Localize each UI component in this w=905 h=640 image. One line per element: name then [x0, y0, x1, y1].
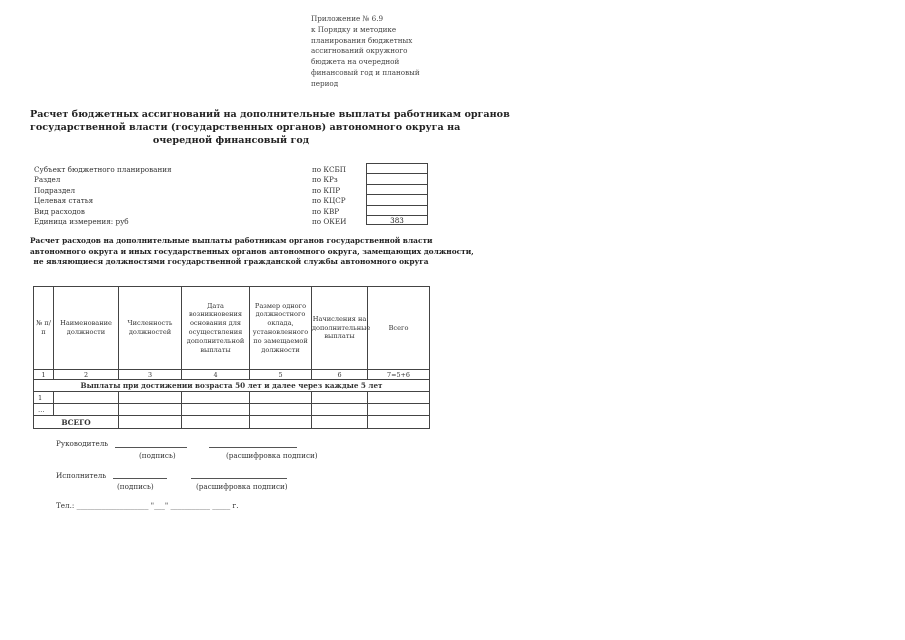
executor-signature-line[interactable] [113, 478, 167, 479]
signature-caption: (подпись) [139, 451, 176, 460]
title-line: очередной финансовый год [152, 135, 310, 146]
table-row [34, 404, 430, 416]
table-cell[interactable] [182, 416, 250, 429]
appendix-line: финансовый год и плановый [311, 67, 420, 77]
head-decode-line[interactable] [209, 447, 297, 448]
code-kcsr-box[interactable] [366, 194, 428, 204]
table-cell[interactable] [182, 392, 250, 404]
column-number: 1 [34, 370, 54, 380]
table-cell[interactable] [368, 392, 430, 404]
header-cell: Всего [368, 287, 430, 370]
table-cell[interactable] [119, 416, 182, 429]
code-ksbp-box[interactable] [366, 163, 428, 173]
table-header-row [34, 287, 430, 370]
code-label: по КПР [312, 185, 341, 195]
appendix-line: Приложение № 6.9 [311, 14, 384, 23]
table-row [34, 392, 430, 404]
page-title [30, 108, 510, 147]
row-number: 1 [34, 392, 54, 404]
field-label: Субъект бюджетного планирования [34, 165, 172, 174]
code-kpr-box[interactable] [366, 184, 428, 194]
head-signature-line[interactable] [115, 447, 187, 448]
executor-label: Исполнитель [56, 471, 107, 480]
code-label: по ОКЕИ [312, 217, 347, 227]
code-krz-box[interactable] [366, 173, 428, 183]
table-cell[interactable] [250, 392, 312, 404]
table-cell[interactable] [312, 392, 368, 404]
table-cell[interactable] [312, 404, 368, 416]
decode-caption: (расшифровка подписи) [196, 482, 288, 491]
code-okei-box[interactable]: 383 [366, 215, 428, 225]
table-cell[interactable] [368, 416, 430, 429]
appendix-line: планирования бюджетных [311, 35, 413, 45]
column-number: 6 [312, 370, 368, 380]
table-cell[interactable] [119, 404, 182, 416]
calculation-table [33, 286, 430, 429]
column-number: 5 [250, 370, 312, 380]
decode-caption: (расшифровка подписи) [226, 451, 318, 460]
column-number: 4 [182, 370, 250, 380]
subtitle-line: не являющиеся должностями государственной гражданской службы автономного округа [33, 257, 429, 267]
column-number: 3 [119, 370, 182, 380]
subtitle-line: Расчет расходов на дополнительные выплаты работникам органов государственной власти [30, 236, 433, 245]
header-cell: № п/п [34, 287, 54, 370]
table-cell[interactable] [250, 416, 312, 429]
field-label: Раздел [34, 175, 61, 185]
appendix-line: бюджета на очередной [311, 57, 400, 67]
header-cell: Начисления на дополнительные выплаты [312, 287, 368, 370]
table-cell[interactable] [250, 404, 312, 416]
title-line: государственной власти (государственных органов) автономного округа на [30, 122, 461, 133]
field-label: Вид расходов [34, 206, 85, 216]
header-cell: Наименование должности [54, 287, 119, 370]
appendix-line: ассигнований окружного [311, 46, 408, 56]
appendix-line: период [311, 78, 339, 88]
title-line: Расчет бюджетных ассигнований на дополнительные выплаты работникам органов [30, 109, 510, 120]
header-cell: Численность должностей [119, 287, 182, 370]
table-cell[interactable] [119, 392, 182, 404]
row-number: … [34, 404, 54, 416]
appendix-line: к Порядку и методике [311, 24, 397, 34]
phone-date-line[interactable]: Тел.: ____________________ "___" ___________ _____ г. [56, 501, 239, 510]
column-number: 7=5+6 [368, 370, 430, 380]
code-label: по КЦСР [312, 196, 346, 206]
table-cell[interactable] [54, 404, 119, 416]
table-cell[interactable] [368, 404, 430, 416]
table-cell[interactable] [182, 404, 250, 416]
code-kvr-box[interactable] [366, 205, 428, 215]
appendix-note [311, 14, 431, 90]
section-row [34, 380, 430, 392]
header-cell: Дата возникновения основания для осуществления дополнительной выплаты [182, 287, 250, 370]
code-label: по КРз [312, 175, 338, 185]
executor-decode-line[interactable] [191, 478, 287, 479]
head-label: Руководитель [56, 439, 109, 448]
field-labels [34, 165, 172, 227]
total-label: ВСЕГО [34, 416, 119, 429]
column-number-row [34, 370, 430, 380]
code-label: по КСБП [312, 165, 347, 174]
subtitle-line: автономного округа и иных государственных органов автономного округа, замещающих должности, [30, 246, 474, 256]
field-label: Подраздел [34, 185, 76, 195]
code-boxes [366, 163, 428, 225]
table-cell[interactable] [312, 416, 368, 429]
total-row [34, 416, 430, 429]
section-title: Выплаты при достижении возраста 50 лет и далее через каждые 5 лет [34, 380, 430, 392]
code-label: по КВР [312, 206, 340, 216]
table-cell[interactable] [54, 392, 119, 404]
field-label: Целевая статья [34, 196, 94, 206]
column-number: 2 [54, 370, 119, 380]
table-title [30, 236, 474, 268]
signature-caption: (подпись) [117, 482, 154, 491]
code-labels [312, 165, 346, 227]
field-label: Единица измерения: руб [34, 217, 129, 227]
header-cell: Размер одного должностного оклада, установленного по замещаемой должности [250, 287, 312, 370]
